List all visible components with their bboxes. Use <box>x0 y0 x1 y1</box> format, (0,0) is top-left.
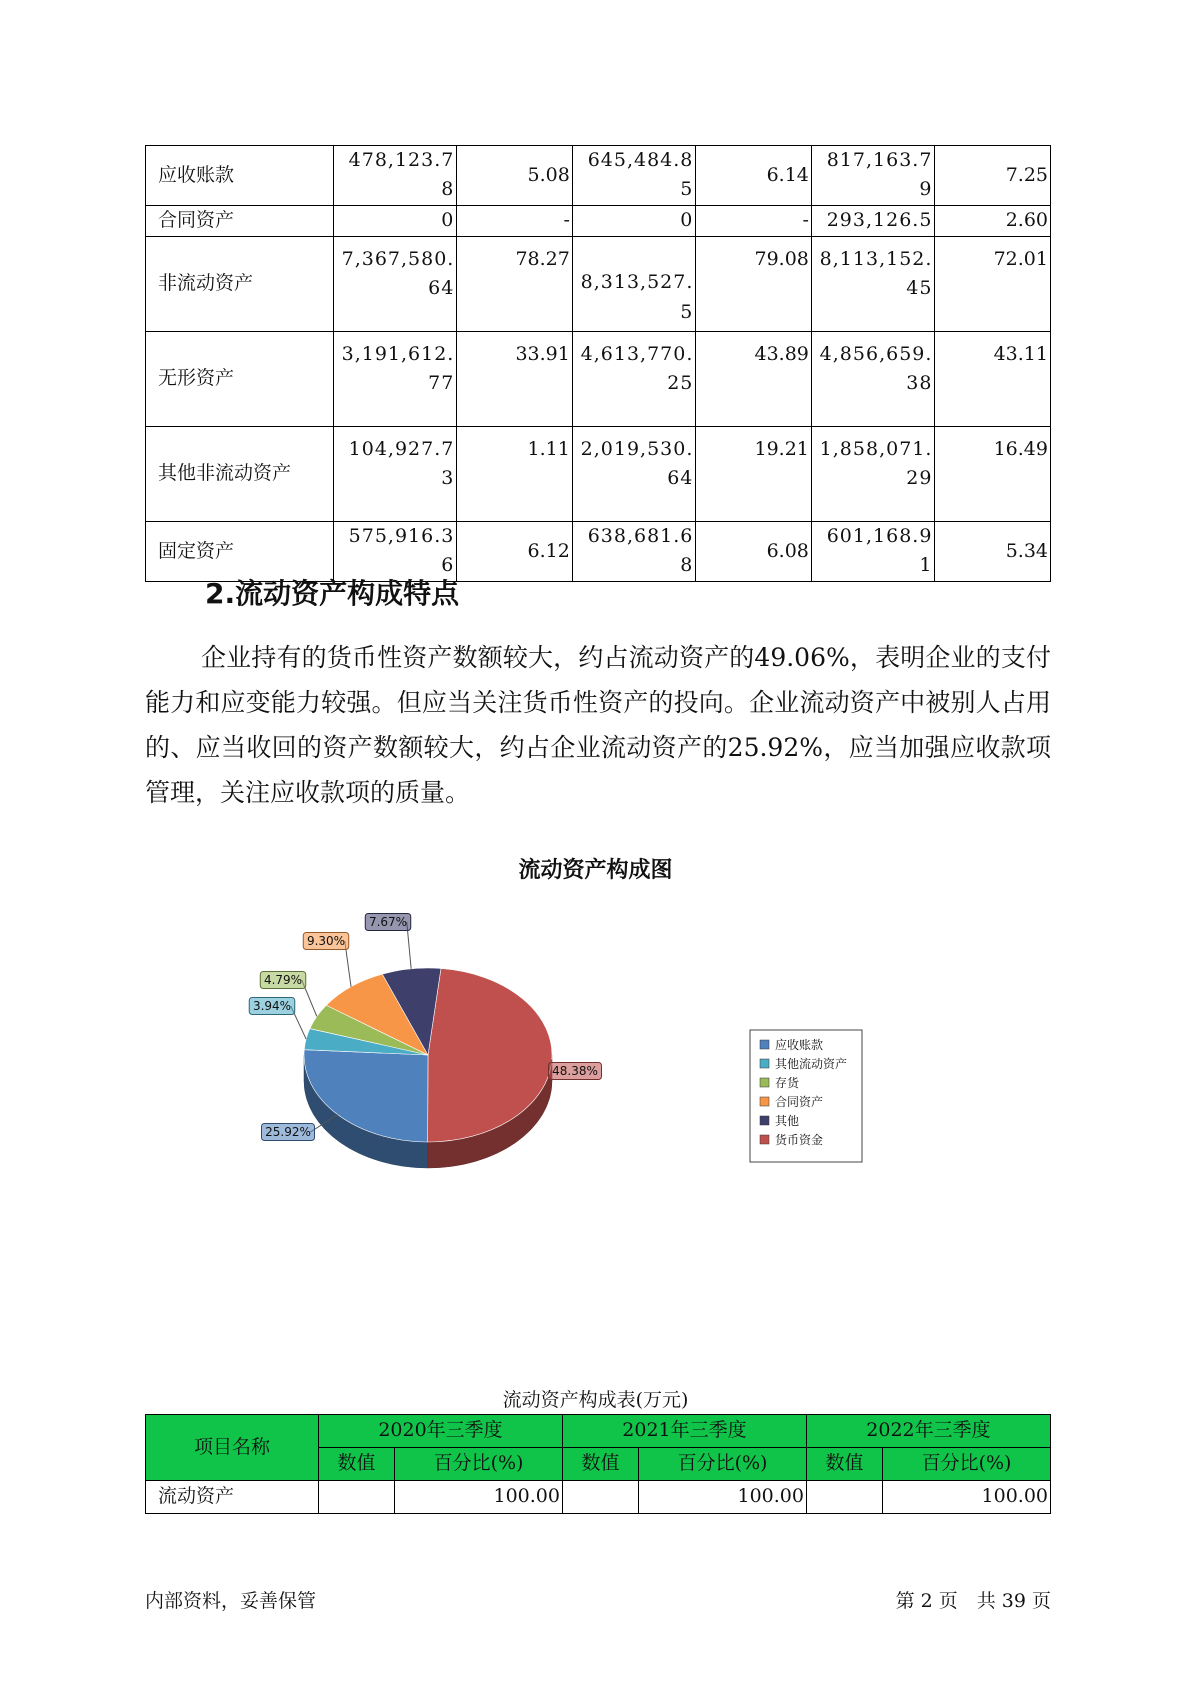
subheader-value: 数值 <box>562 1448 638 1481</box>
legend-swatch <box>760 1040 769 1049</box>
cell-pct: 1.11 <box>457 426 573 521</box>
cell-pct: 43.11 <box>935 331 1051 426</box>
cell-value: 478,123.78 <box>333 146 457 206</box>
header-year: 2021年三季度 <box>562 1415 806 1448</box>
pie-group <box>249 914 601 1169</box>
data-label: 4.79% <box>263 973 303 987</box>
cell-value <box>319 1481 395 1514</box>
subheader-value: 数值 <box>806 1448 882 1481</box>
cell-value: 0 <box>333 205 457 236</box>
row-name: 无形资产 <box>146 331 334 426</box>
cell-value: 8,313,527.5 <box>572 236 696 331</box>
header-year: 2020年三季度 <box>319 1415 563 1448</box>
cell-value: 104,927.73 <box>333 426 457 521</box>
section-paragraph: 企业持有的货币性资产数额较大，约占流动资产的49.06%，表明企业的支付能力和应变能力较强。但应当关注货币性资产的投向。企业流动资产中被别人占用的、应当收回的资产数额较大，约占企业流动资产的25.92%，应当加强应收款项管理，关注应收款项的质量。 <box>145 643 1051 807</box>
cell-value: 293,126.5 <box>811 205 935 236</box>
legend-swatch <box>760 1078 769 1087</box>
cell-value: 4,856,659.38 <box>811 331 935 426</box>
pie-slice <box>304 1050 428 1142</box>
header-year: 2022年三季度 <box>806 1415 1050 1448</box>
row-name: 固定资产 <box>146 521 334 581</box>
cell-pct: - <box>696 205 812 236</box>
legend-label: 合同资产 <box>775 1095 824 1109</box>
legend-swatch <box>760 1097 769 1106</box>
cell-pct: 33.91 <box>457 331 573 426</box>
cell-pct: 100.00 <box>883 1481 1051 1514</box>
section-heading: 2.流动资产构成特点 <box>205 577 460 610</box>
row-name: 流动资产 <box>146 1481 319 1514</box>
data-label: 9.30% <box>306 934 346 948</box>
row-name: 合同资产 <box>146 205 334 236</box>
chart-legend <box>750 1030 862 1162</box>
table-row <box>146 1481 1051 1514</box>
cell-value: 575,916.36 <box>333 521 457 581</box>
legend-label: 存货 <box>775 1076 800 1090</box>
subheader-pct: 百分比(%) <box>883 1448 1051 1481</box>
cell-value: 8,113,152.45 <box>811 236 935 331</box>
cell-value: 2,019,530.64 <box>572 426 696 521</box>
table-header-row <box>146 1415 1051 1448</box>
cell-pct: 72.01 <box>935 236 1051 331</box>
cell-pct: 43.89 <box>696 331 812 426</box>
cell-value: 7,367,580.64 <box>333 236 457 331</box>
table-caption: 流动资产构成表(万元) <box>502 1389 689 1411</box>
cell-pct: 19.21 <box>696 426 812 521</box>
cell-pct: 5.08 <box>457 146 573 206</box>
legend-label: 其他流动资产 <box>775 1057 848 1071</box>
data-label: 7.67% <box>368 915 408 929</box>
cell-pct: 6.14 <box>696 146 812 206</box>
row-name: 非流动资产 <box>146 236 334 331</box>
cell-pct: 5.34 <box>935 521 1051 581</box>
subheader-value: 数值 <box>319 1448 395 1481</box>
data-label: 25.92% <box>265 1125 311 1139</box>
cell-value <box>806 1481 882 1514</box>
cell-pct: 100.00 <box>395 1481 563 1514</box>
legend-swatch <box>760 1116 769 1125</box>
subheader-pct: 百分比(%) <box>395 1448 563 1481</box>
cell-value: 645,484.85 <box>572 146 696 206</box>
cell-value: 601,168.91 <box>811 521 935 581</box>
cell-value: 817,163.79 <box>811 146 935 206</box>
cell-value: 0 <box>572 205 696 236</box>
footer-confidential: 内部资料，妥善保管 <box>145 1590 317 1612</box>
cell-pct: 78.27 <box>457 236 573 331</box>
subheader-pct: 百分比(%) <box>639 1448 807 1481</box>
legend-label: 应收账款 <box>775 1038 824 1052</box>
legend-swatch <box>760 1135 769 1144</box>
cell-pct: 16.49 <box>935 426 1051 521</box>
row-name: 应收账款 <box>146 146 334 206</box>
data-label: 3.94% <box>252 999 292 1013</box>
cell-pct: - <box>457 205 573 236</box>
cell-pct: 6.12 <box>457 521 573 581</box>
cell-pct: 79.08 <box>696 236 812 331</box>
legend-label: 货币资金 <box>775 1133 824 1147</box>
cell-pct: 2.60 <box>935 205 1051 236</box>
legend-swatch <box>760 1059 769 1068</box>
legend-label: 其他 <box>775 1114 800 1128</box>
header-name: 项目名称 <box>146 1415 319 1481</box>
cell-value: 638,681.68 <box>572 521 696 581</box>
footer-page-number: 第 2 页 共 39 页 <box>895 1590 1051 1612</box>
cell-value: 4,613,770.25 <box>572 331 696 426</box>
cell-pct: 100.00 <box>639 1481 807 1514</box>
cell-value <box>562 1481 638 1514</box>
cell-value: 3,191,612.77 <box>333 331 457 426</box>
chart-title: 流动资产构成图 <box>518 858 673 883</box>
cell-pct: 7.25 <box>935 146 1051 206</box>
row-name: 其他非流动资产 <box>146 426 334 521</box>
cell-pct: 6.08 <box>696 521 812 581</box>
data-label: 48.38% <box>552 1064 598 1078</box>
current-assets-table <box>145 1414 1051 1514</box>
cell-value: 1,858,071.29 <box>811 426 935 521</box>
